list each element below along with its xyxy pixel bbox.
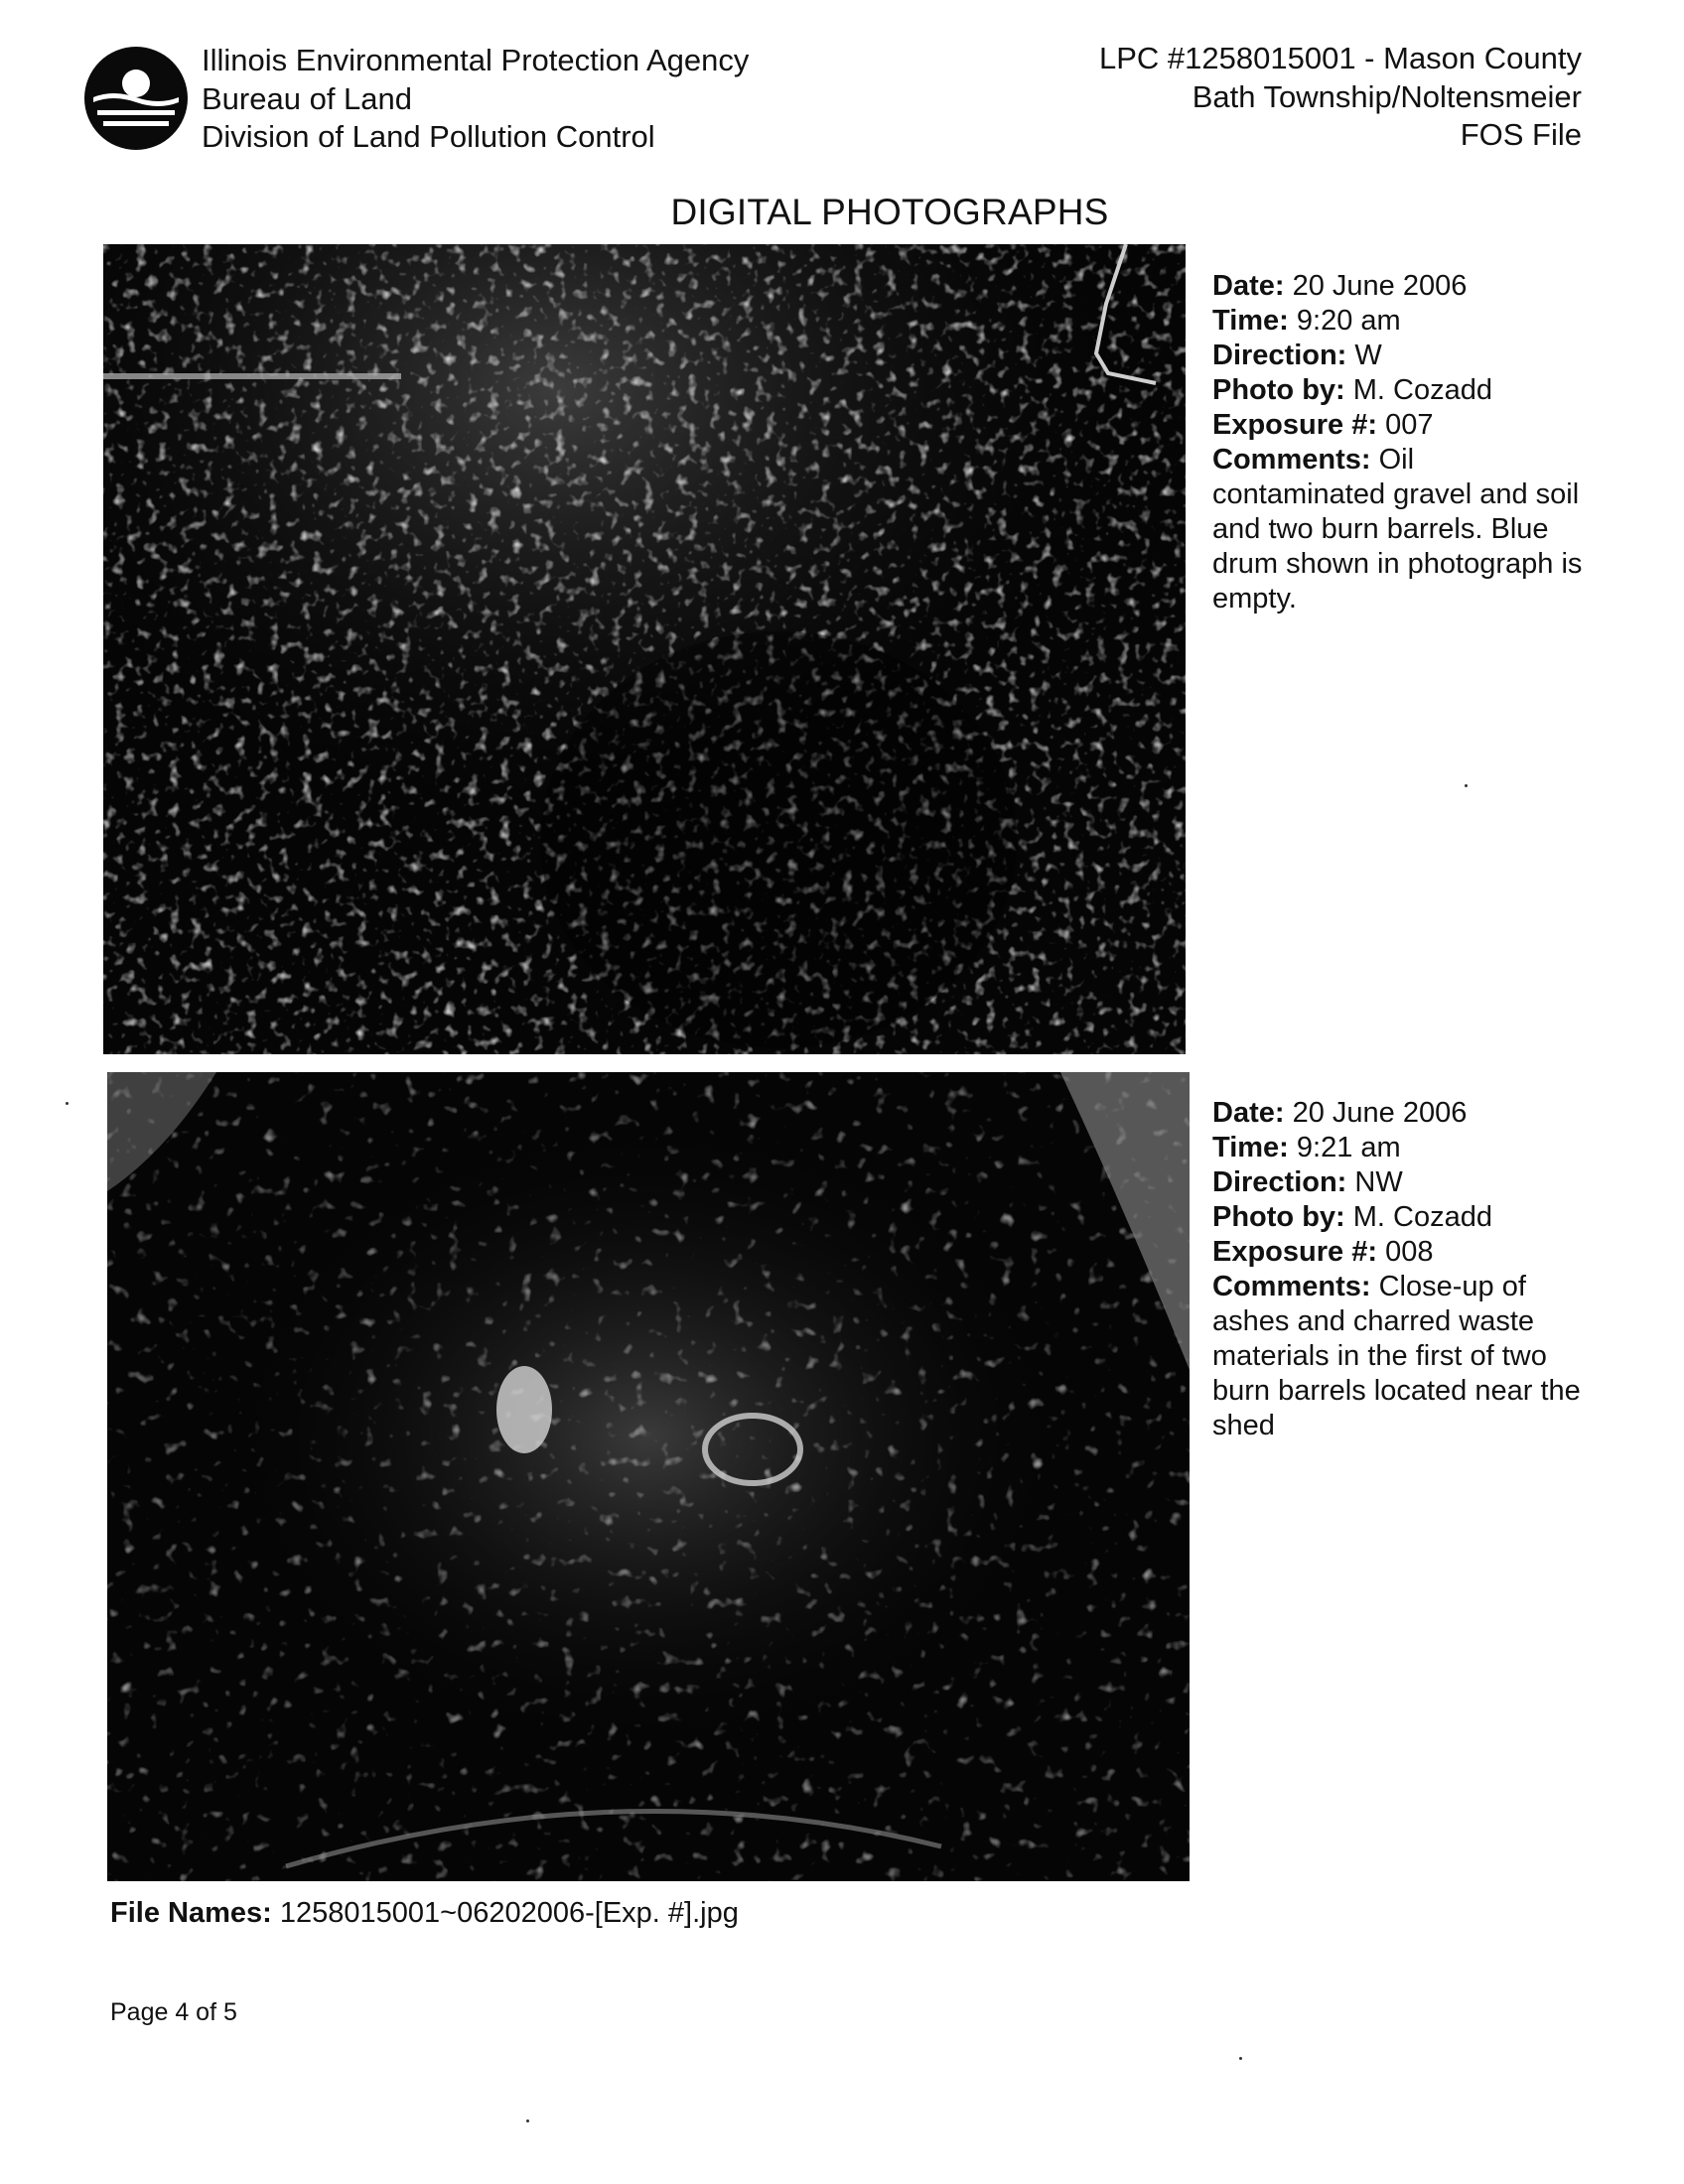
photographer-row [1212, 1200, 1590, 1235]
file-names-label: File Names: [110, 1897, 272, 1929]
comments-label: Comments: [1212, 1271, 1371, 1302]
direction-value: NW [1354, 1166, 1403, 1198]
time-label: Time: [1212, 1132, 1289, 1163]
date-label: Date: [1212, 1097, 1285, 1129]
photo-image [107, 1072, 1190, 1881]
photographer-row [1212, 373, 1590, 408]
time-label: Time: [1212, 305, 1289, 337]
comments-value: Close-up of ashes and charred waste materials in the first of two burn barrels located near the shed [1212, 1271, 1581, 1441]
photo-image [103, 244, 1186, 1054]
exposure-value: 008 [1385, 1236, 1434, 1268]
direction-label: Direction: [1212, 340, 1347, 371]
scan-speck [526, 2119, 529, 2122]
time-value: 9:20 am [1296, 305, 1401, 337]
file-names-value: 1258015001~06202006-[Exp. #].jpg [279, 1897, 739, 1929]
comments-row [1212, 1270, 1590, 1443]
scan-speck [66, 1102, 69, 1105]
page-title: DIGITAL PHOTOGRAPHS [670, 192, 1109, 232]
comments-label: Comments: [1212, 444, 1371, 476]
file-names [110, 1896, 739, 1931]
photo-by-label: Photo by: [1212, 1201, 1345, 1233]
photo-caption [1212, 1096, 1590, 1443]
case-header [1099, 40, 1582, 155]
direction-label: Direction: [1212, 1166, 1347, 1198]
agency-name: Illinois Environmental Protection Agency [202, 43, 750, 77]
time-value: 9:21 am [1296, 1132, 1401, 1163]
exposure-label: Exposure #: [1212, 1236, 1377, 1268]
exposure-label: Exposure #: [1212, 409, 1377, 441]
direction-row [1212, 339, 1590, 373]
agency-header [202, 42, 749, 157]
bureau-name: Bureau of Land [202, 80, 413, 116]
direction-value: W [1354, 340, 1382, 371]
exposure-row [1212, 408, 1590, 443]
division-name: Division of Land Pollution Control [202, 119, 655, 154]
page-number: Page 4 of 5 [110, 1998, 237, 2026]
date-label: Date: [1212, 270, 1285, 302]
case-number: LPC #1258015001 - Mason County [1099, 41, 1582, 75]
time-row [1212, 304, 1590, 339]
illinois-epa-seal-icon [83, 46, 189, 151]
case-file-type: FOS File [1460, 117, 1582, 152]
comments-row [1212, 443, 1590, 616]
photo-exposure-007 [103, 244, 1186, 1054]
scan-speck [1239, 2057, 1242, 2060]
exposure-row [1212, 1235, 1590, 1270]
exposure-value: 007 [1385, 409, 1434, 441]
date-value: 20 June 2006 [1292, 1097, 1468, 1129]
direction-row [1212, 1165, 1590, 1200]
photo-exposure-008 [107, 1072, 1190, 1881]
date-row [1212, 269, 1590, 304]
photo-by-value: M. Cozadd [1352, 374, 1492, 406]
scan-speck [1465, 784, 1468, 787]
time-row [1212, 1131, 1590, 1165]
photo-by-value: M. Cozadd [1352, 1201, 1492, 1233]
photo-by-label: Photo by: [1212, 374, 1345, 406]
date-value: 20 June 2006 [1292, 270, 1468, 302]
comments-value: Oil contaminated gravel and soil and two burn barrels. Blue drum shown in photograph is empty. [1212, 444, 1583, 614]
photo-caption [1212, 269, 1590, 616]
date-row [1212, 1096, 1590, 1131]
case-site: Bath Township/Noltensmeier [1192, 78, 1582, 114]
